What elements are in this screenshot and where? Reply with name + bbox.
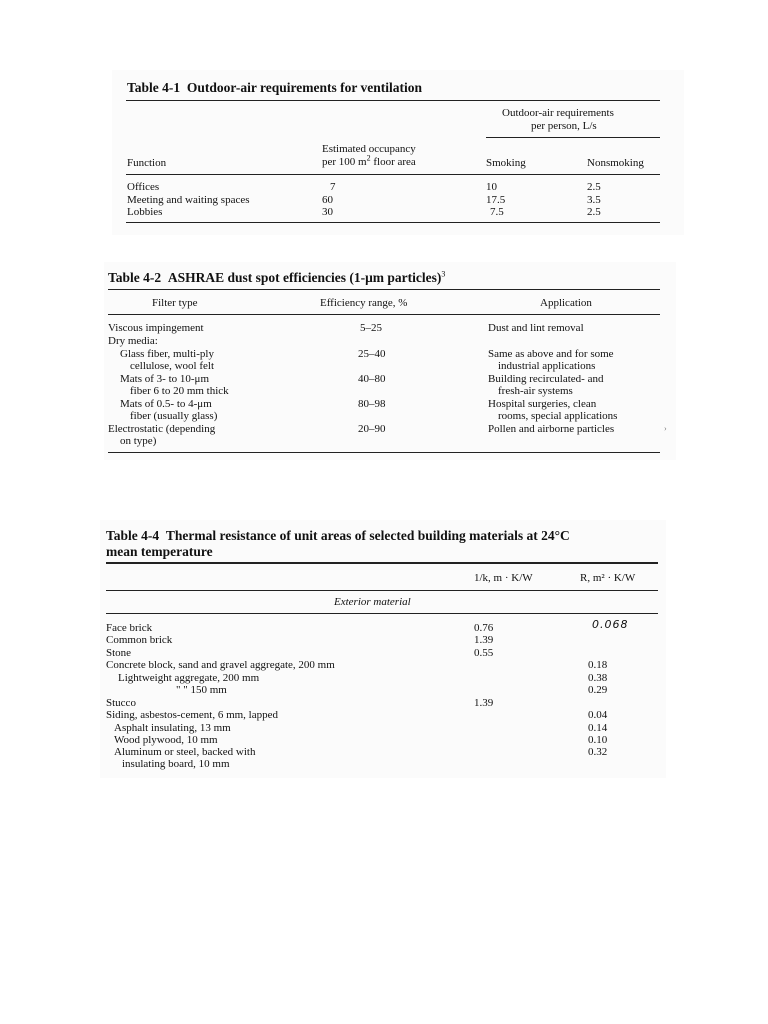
table2-row-efficiency: 25–40 (358, 348, 386, 360)
table2-title-sup: 3 (441, 269, 446, 279)
table1-label: Table 4-1 (127, 80, 181, 95)
table4-row-material: Aluminum or steel, backed with (114, 746, 256, 758)
table4-title-line2 (106, 544, 213, 560)
table4-col-k: 1/k, m · K/W (474, 572, 533, 584)
occupancy-text-b: floor area (370, 156, 416, 168)
table1-row-smoking: 7.5 (490, 206, 504, 218)
table4-row-k: 1.39 (474, 634, 494, 646)
table4-row-material: Lightweight aggregate, 200 mm (118, 672, 260, 684)
table4-row-material: insulating board, 10 mm (122, 758, 230, 770)
table4-title-2: mean temperature (106, 544, 213, 559)
table1-row-function: Offices (127, 181, 160, 193)
table1-col-nonsmoking: Nonsmoking (587, 157, 644, 169)
table2-row-filter: Dry media: (108, 335, 158, 347)
table4-row-material: Common brick (106, 634, 173, 646)
table2-row-efficiency: 20–90 (358, 423, 386, 435)
table4-row-r: 0.04 (588, 709, 608, 721)
table2-row-filter: fiber (usually glass) (130, 410, 218, 422)
table1-row-nonsmoking: 3.5 (587, 194, 601, 206)
table2-row-filter: cellulose, wool felt (130, 360, 215, 372)
table4-row-material: " " 150 mm (176, 684, 227, 696)
table2-row-filter: fiber 6 to 20 mm thick (130, 385, 229, 397)
table2-row-application: Same as above and for some (488, 348, 614, 360)
occupancy-sup: 2 (366, 153, 371, 163)
table2-row-application: fresh-air systems (498, 385, 573, 397)
table4-header-rule (106, 590, 658, 591)
table1-col-smoking: Smoking (486, 157, 526, 169)
table1-bottom-rule (126, 222, 660, 223)
table4-section-rule (106, 613, 658, 614)
table1-header-rule (126, 174, 660, 175)
table4-row-r: 0.38 (588, 672, 608, 684)
table1-row-function: Lobbies (127, 206, 163, 218)
table1-row-occupancy: 60 (322, 194, 333, 206)
table4-row-r: 0.14 (588, 722, 608, 734)
table1-group-header-1: Outdoor-air requirements (502, 107, 614, 119)
table2-title-a: ASHRAE dust spot efficiencies (1- (167, 270, 366, 285)
table2-row-application: Dust and lint removal (488, 322, 584, 334)
table1-row-nonsmoking: 2.5 (587, 206, 601, 218)
table2-row-application: Building recirculated- and (488, 373, 604, 385)
table2-col-efficiency: Efficiency range, % (320, 297, 408, 309)
table2-col-application: Application (540, 297, 592, 309)
table1-row-smoking: 17.5 (486, 194, 506, 206)
table2-row-filter: on type) (120, 435, 157, 447)
table4-row-material: Siding, asbestos-cement, 6 mm, lapped (106, 709, 278, 721)
table1-row-occupancy: 30 (322, 206, 333, 218)
table4-label: Table 4-4 (106, 528, 160, 543)
table2-row-filter: Electrostatic (depending (108, 423, 216, 435)
table4-title-line1 (106, 528, 570, 544)
table1-row-smoking: 10 (486, 181, 497, 193)
table2-row-application: industrial applications (498, 360, 596, 372)
table2-title-mu: μ (365, 270, 373, 285)
scan-mark: › (664, 424, 667, 433)
table2-row-application: Hospital surgeries, clean (488, 398, 597, 410)
table2-row-efficiency: 80–98 (358, 398, 386, 410)
table1-col-occupancy-2 (322, 153, 416, 168)
table1-row-function: Meeting and waiting spaces (127, 194, 250, 206)
table1-col-occupancy-1: Estimated occupancy (322, 143, 416, 155)
table1-group-rule (486, 137, 660, 138)
table4-row-material: Asphalt insulating, 13 mm (114, 722, 231, 734)
table4-row-k: 0.55 (474, 647, 494, 659)
table2-row-filter: Glass fiber, multi-ply (120, 348, 214, 360)
table2-row-filter: Mats of 0.5- to 4-μm (120, 398, 212, 410)
table1-row-occupancy: 7 (330, 181, 336, 193)
table4-section-label: Exterior material (334, 596, 411, 608)
table2-title-b: m particles) (372, 270, 442, 285)
table1-title (127, 80, 422, 96)
table2-row-efficiency: 40–80 (358, 373, 386, 385)
table4-title-1: Thermal resistance of unit areas of selected building materials at 24°C (165, 528, 570, 543)
table4-top-rule (106, 562, 658, 564)
table2-row-filter: Mats of 3- to 10-μm (120, 373, 209, 385)
table4-row-k: 1.39 (474, 697, 494, 709)
table2-col-filter: Filter type (152, 297, 198, 309)
table1-title-text: Outdoor-air requirements for ventilation (186, 80, 423, 95)
table1-col-function: Function (127, 157, 167, 169)
table2-label: Table 4-2 (108, 270, 162, 285)
handwritten-value: 0.068 (592, 618, 629, 631)
table4-col-r: R, m² · K/W (580, 572, 636, 584)
table1-group-header-2: per person, L/s (531, 120, 597, 132)
table2-top-rule (108, 289, 660, 290)
table4-row-material: Face brick (106, 622, 153, 634)
table2-bottom-rule (108, 452, 660, 453)
table4-row-material: Concrete block, sand and gravel aggregate, 200 mm (106, 659, 335, 671)
table2-row-application: Pollen and airborne particles (488, 423, 615, 435)
occupancy-text-a: per 100 m (322, 156, 367, 168)
table2-row-efficiency: 5–25 (360, 322, 382, 334)
table4-row-k: 0.76 (474, 622, 494, 634)
table2-title (108, 270, 445, 286)
table2-row-filter: Viscous impingement (108, 322, 204, 334)
table4-row-r: 0.10 (588, 734, 608, 746)
table4-row-material: Stone (106, 647, 132, 659)
table2-row-application: rooms, special applications (498, 410, 618, 422)
table4-row-material: Wood plywood, 10 mm (114, 734, 218, 746)
table4-row-r: 0.32 (588, 746, 608, 758)
table1-top-rule (126, 100, 660, 101)
table4-row-material: Stucco (106, 697, 136, 709)
table4-row-r: 0.29 (588, 684, 608, 696)
table2-header-rule (108, 314, 660, 315)
table4-row-r: 0.18 (588, 659, 608, 671)
table1-row-nonsmoking: 2.5 (587, 181, 601, 193)
